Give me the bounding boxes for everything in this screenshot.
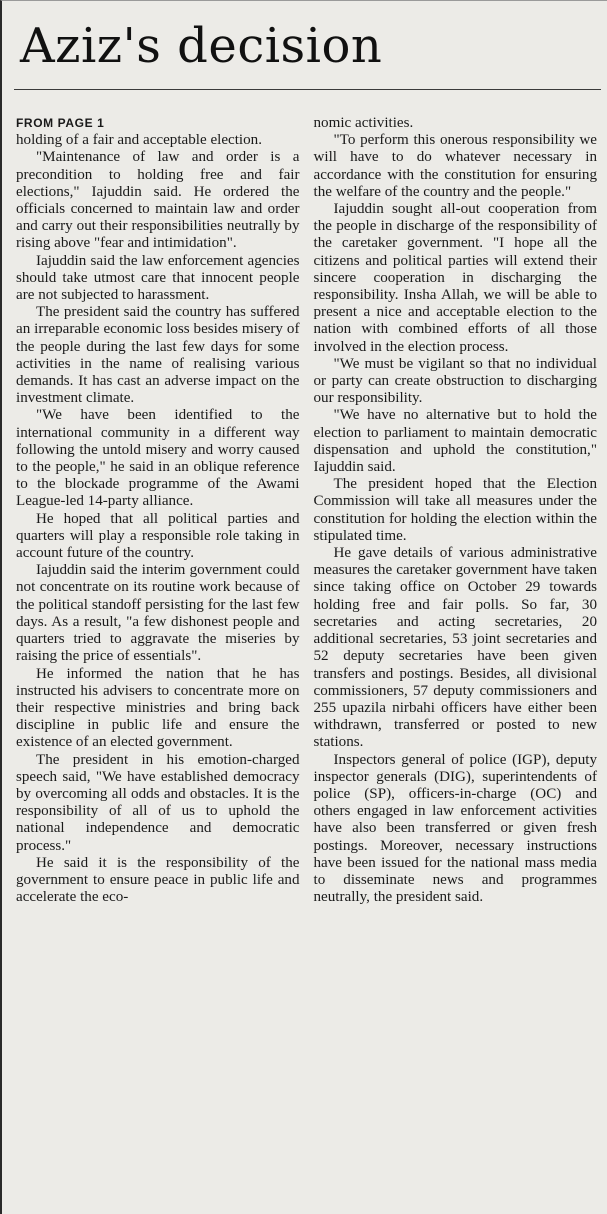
jump-label: FROM PAGE 1 [16,116,105,130]
paragraph: "Maintenance of law and order is a precondition to holding free and fair elections," Iajuddin said. He ordered the officials concerned to maintain law and order and carry out their responsibilities neutrally by rising above "fear and intimidation". [16,149,300,252]
paragraph: Iajuddin said the law enforcement agencies should take utmost care that innocent people are not subjected to harassment. [16,252,300,304]
paragraph: He said it is the responsibility of the government to ensure peace in public life and accelerate the eco- [16,854,300,906]
article-body [16,115,597,1206]
paragraph: The president in his emotion-charged speech said, "We have established democracy by overcoming all odds and obstacles. It is the responsibility of all of us to uphold the national independence and democratic process." [16,751,300,854]
paragraph: "We have no alternative but to hold the election to parliament to maintain democratic dispensation and uphold the constitution," Iajuddin said. [313,407,597,476]
paragraph: "We must be vigilant so that no individual or party can create obstruction to discharging our responsibility. [313,355,597,407]
paragraph: He gave details of various administrative measures the caretaker government have taken since taking office on October 29 towards holding free and fair polls. So far, 30 secretaries and acting secretaries, 20 additional secretaries, 53 joint secretaries and 52 deputy secretaries have been given transfers and postings. Besides, all divisional commissioners, 57 deputy commissioners and 255 upazila nirbahi officers have either been withdrawn, transferred or posted to new stations. [313,545,597,751]
paragraph: He informed the nation that he has instructed his advisers to concentrate more on their respective ministries and bring back discipline in public life and ensure the existence of an elected government. [16,665,300,751]
paragraph: "To perform this onerous responsibility we will have to do whatever necessary in accordance with the constitution for ensuring the welfare of the country and the people." [313,132,597,200]
headline: Aziz's decision [20,18,383,74]
paragraph: holding of a fair and acceptable election. [16,132,262,149]
paragraph: Iajuddin sought all-out cooperation from the people in discharge of the responsibility of the caretaker government. "I hope all the citizens and political parties will extend their sincere cooperation in discharging the responsibility. Insha Allah, we will be able to present a nice and acceptable election to the nation with combined efforts of all those involved in the election process. [313,201,597,355]
column-left [16,115,300,1206]
paragraph: Iajuddin said the interim government could not concentrate on its routine work because of the political standoff persisting for the last few days. As a result, "a few dishonest people and quarters tried to aggravate the miseries by raising the price of essentials". [16,562,300,665]
paragraph: The president hoped that the Election Commission will take all measures under the constitution for holding the election within the stipulated time. [313,476,597,544]
paragraph: nomic activities. [313,115,414,131]
paragraph: The president said the country has suffered an irreparable economic loss besides misery of the people during the last few days for some activities in the name of realising various demands. It has cast an adverse impact on the investment climate. [16,304,300,407]
paragraph: Inspectors general of police (IGP), deputy inspector generals (DIG), superintendents of police (SP), officers-in-charge (OC) and others engaged in law enforcement activities have also been transferred or given fresh postings. Moreover, necessary instructions have been issued for the national mass media to disseminate news and programmes neutrally, the president said. [313,751,597,906]
headline-rule [14,89,601,90]
column-right [314,115,598,1206]
paragraph: "We have been identified to the international community in a different way following the untold misery and worry caused to the people," he said in an oblique reference to the blockade programme of the Awami League-led 14-party alliance. [16,407,300,510]
paragraph: He hoped that all political parties and quarters will play a responsible role taking in account future of the country. [16,510,300,562]
